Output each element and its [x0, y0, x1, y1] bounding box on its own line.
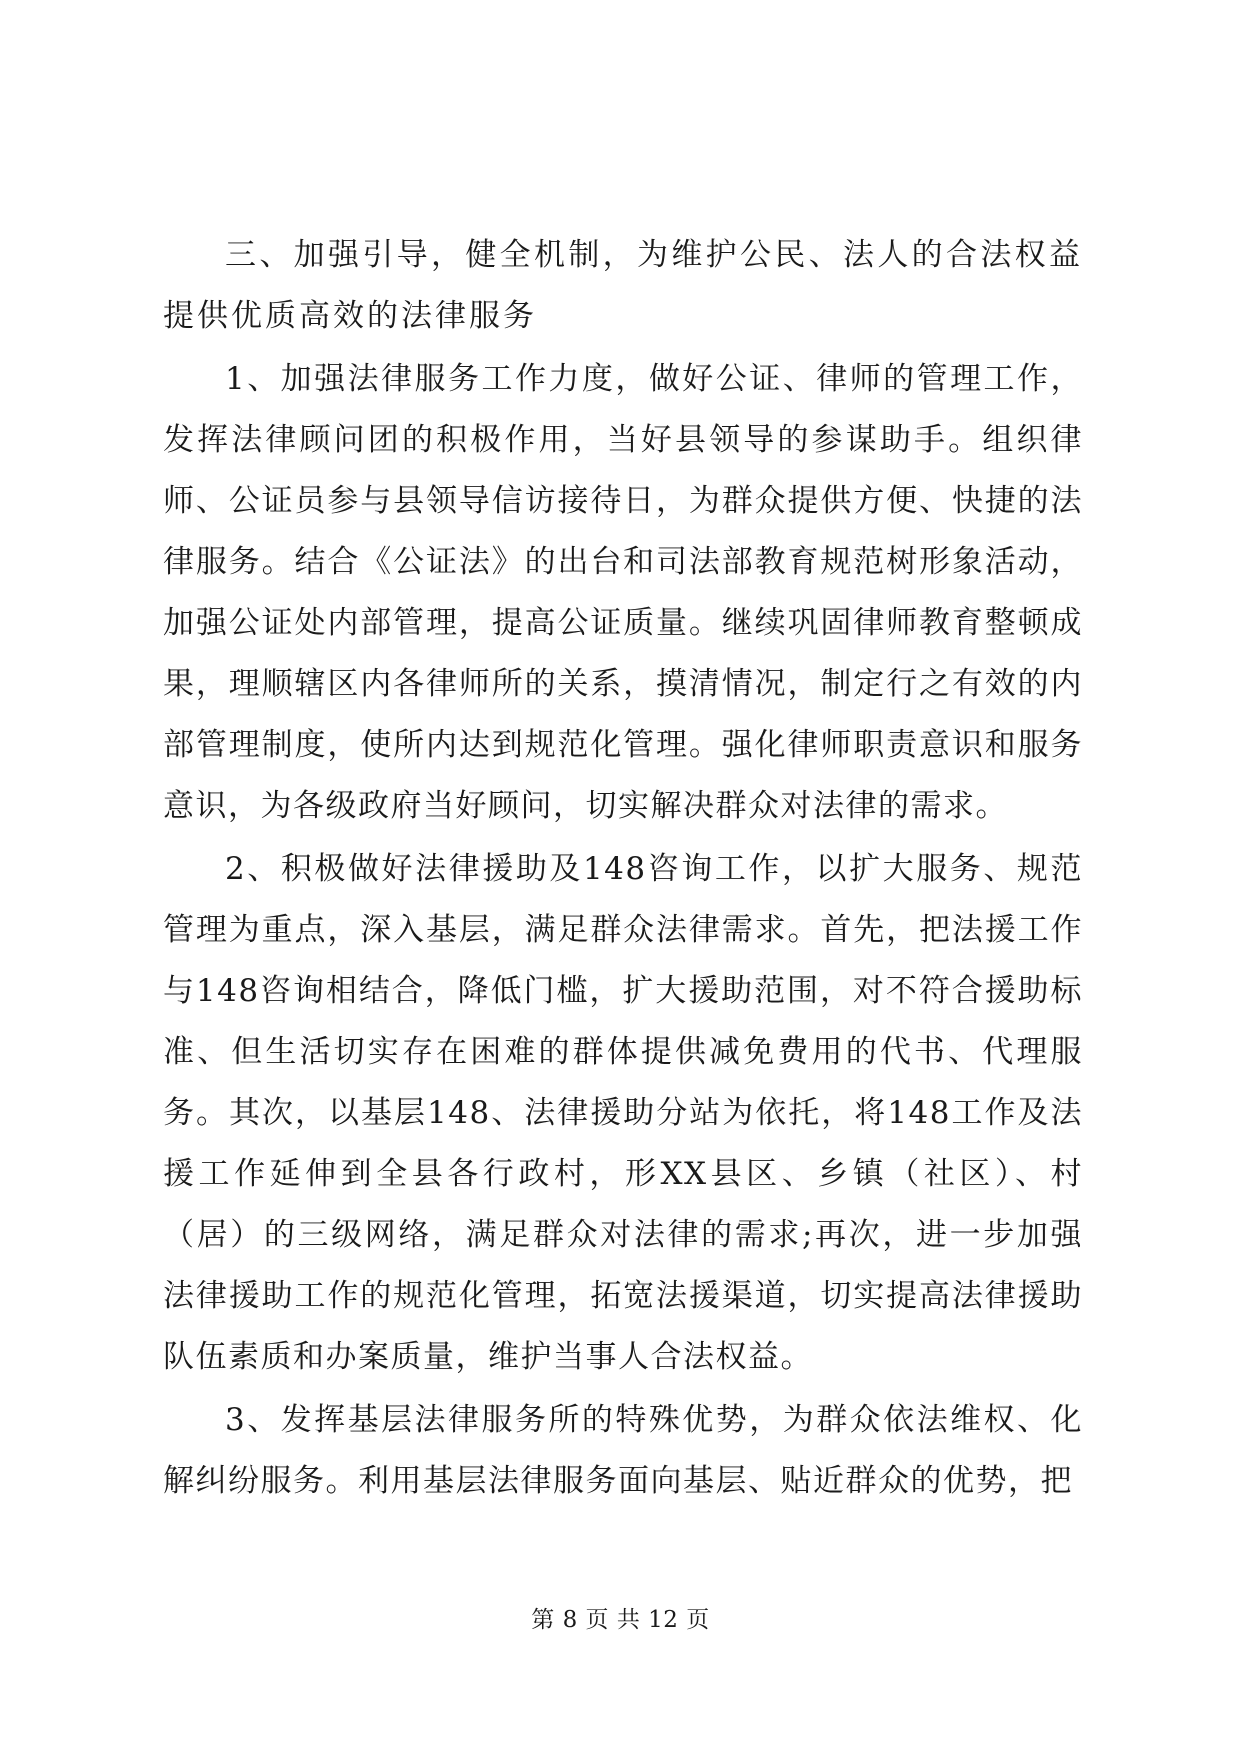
document-body — [163, 225, 1083, 1514]
paragraph-item-3: 3、发挥基层法律服务所的特殊优势，为群众依法维权、化解纠纷服务。利用基层法律服务面向基层、贴近群众的优势，把 — [163, 1402, 1083, 1499]
page-number-footer: 第 8 页 共 12 页 — [531, 1607, 710, 1633]
section-heading: 三、加强引导，健全机制，为维护公民、法人的合法权益提供优质高效的法律服务 — [163, 237, 1083, 334]
paragraph-item-1: 1、加强法律服务工作力度，做好公证、律师的管理工作，发挥法律顾问团的积极作用，当好县领导的参谋助手。组织律师、公证员参与县领导信访接待日，为群众提供方便、快捷的法律服务。结合《公证法》的出台和司法部教育规范树形象活动，加强公证处内部管理，提高公证质量。继续巩固律师教育整顿成果，理顺辖区内各律师所的关系，摸清情况，制定行之有效的内部管理制度，使所内达到规范化管理。强化律师职责意识和服务意识，为各级政府当好顾问，切实解决群众对法律的需求。 — [163, 361, 1083, 824]
paragraph-item-2: 2、积极做好法律援助及148咨询工作，以扩大服务、规范管理为重点，深入基层，满足群众法律需求。首先，把法援工作与148咨询相结合，降低门槛，扩大援助范围，对不符合援助标准、但生活切实存在困难的群体提供减免费用的代书、代理服务。其次，以基层148、法律援助分站为依托，将148工作及法援工作延伸到全县各行政村，形XX县区、乡镇（社区）、村（居）的三级网络，满足群众对法律的需求;再次，进一步加强法律援助工作的规范化管理，拓宽法援渠道，切实提高法律援助队伍素质和办案质量，维护当事人合法权益。 — [163, 851, 1083, 1375]
